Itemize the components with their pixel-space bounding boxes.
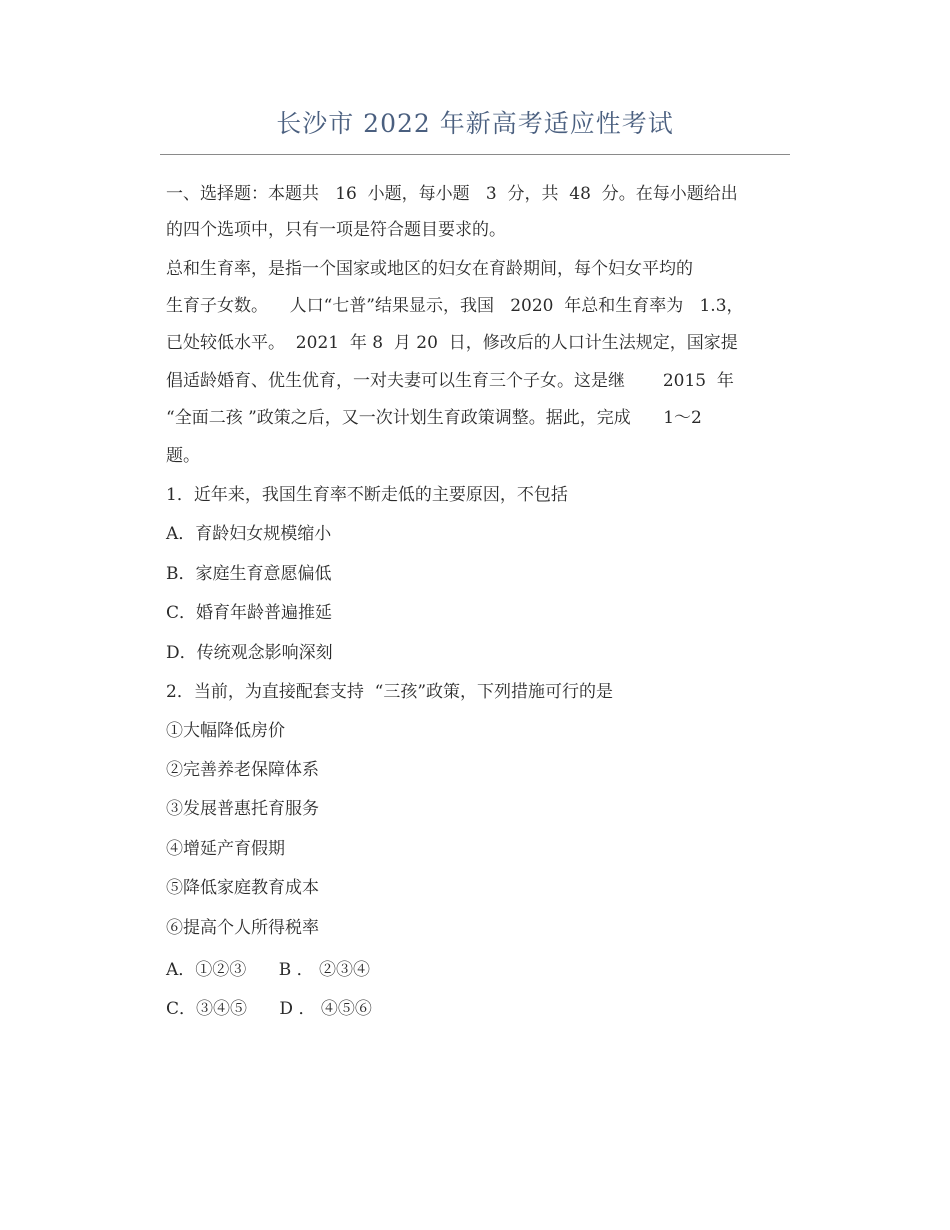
passage-line-5: “全面二孩 ”政策之后，又一次计划生育政策调整。据此，完成 1～2: [166, 408, 702, 428]
passage-line-3: 已处较低水平。 2021 年 8 月 20 日，修改后的人口计生法规定，国家提: [166, 333, 738, 353]
title-divider: [160, 154, 790, 155]
section-instruction-line-2: 的四个选项中，只有一项是符合题目要求的。: [166, 220, 506, 240]
passage-line-2: 生育子女数。 人口“七普”结果显示，我国 2020 年总和生育率为 1.3，: [166, 296, 744, 316]
question-1-option-c: C．婚育年龄普遍推延: [166, 603, 333, 623]
question-2-measure-3: ③发展普惠托育服务: [166, 799, 319, 819]
page-title: 长沙市 2022 年新高考适应性考试: [276, 109, 674, 138]
question-2-options-cd: C．③④⑤ D ． ④⑤⑥: [166, 999, 372, 1019]
question-2-stem: 2．当前，为直接配套支持 “三孩”政策，下列措施可行的是: [166, 682, 614, 702]
passage-line-6: 题。: [166, 446, 200, 466]
question-2-measure-1: ①大幅降低房价: [166, 721, 285, 741]
question-2-measure-2: ②完善养老保障体系: [166, 760, 319, 780]
question-1-option-a: A．育龄妇女规模缩小: [166, 524, 332, 544]
question-1-option-b: B．家庭生育意愿偏低: [166, 564, 332, 584]
passage-line-1: 总和生育率，是指一个国家或地区的妇女在育龄期间，每个妇女平均的: [166, 259, 693, 279]
question-2-measure-4: ④增延产育假期: [166, 839, 285, 859]
question-2-measure-6: ⑥提高个人所得税率: [166, 918, 319, 938]
section-instruction-line-1: 一、选择题：本题共 16 小题，每小题 3 分，共 48 分。在每小题给出: [166, 184, 738, 204]
passage-line-4: 倡适龄婚育、优生优育，一对夫妻可以生育三个子女。这是继 2015 年: [166, 371, 734, 391]
question-1-stem: 1．近年来，我国生育率不断走低的主要原因，不包括: [166, 485, 568, 505]
question-1-option-d: D．传统观念影响深刻: [166, 643, 333, 663]
question-2-measure-5: ⑤降低家庭教育成本: [166, 878, 319, 898]
question-2-options-ab: A．①②③ B ． ②③④: [166, 960, 370, 980]
